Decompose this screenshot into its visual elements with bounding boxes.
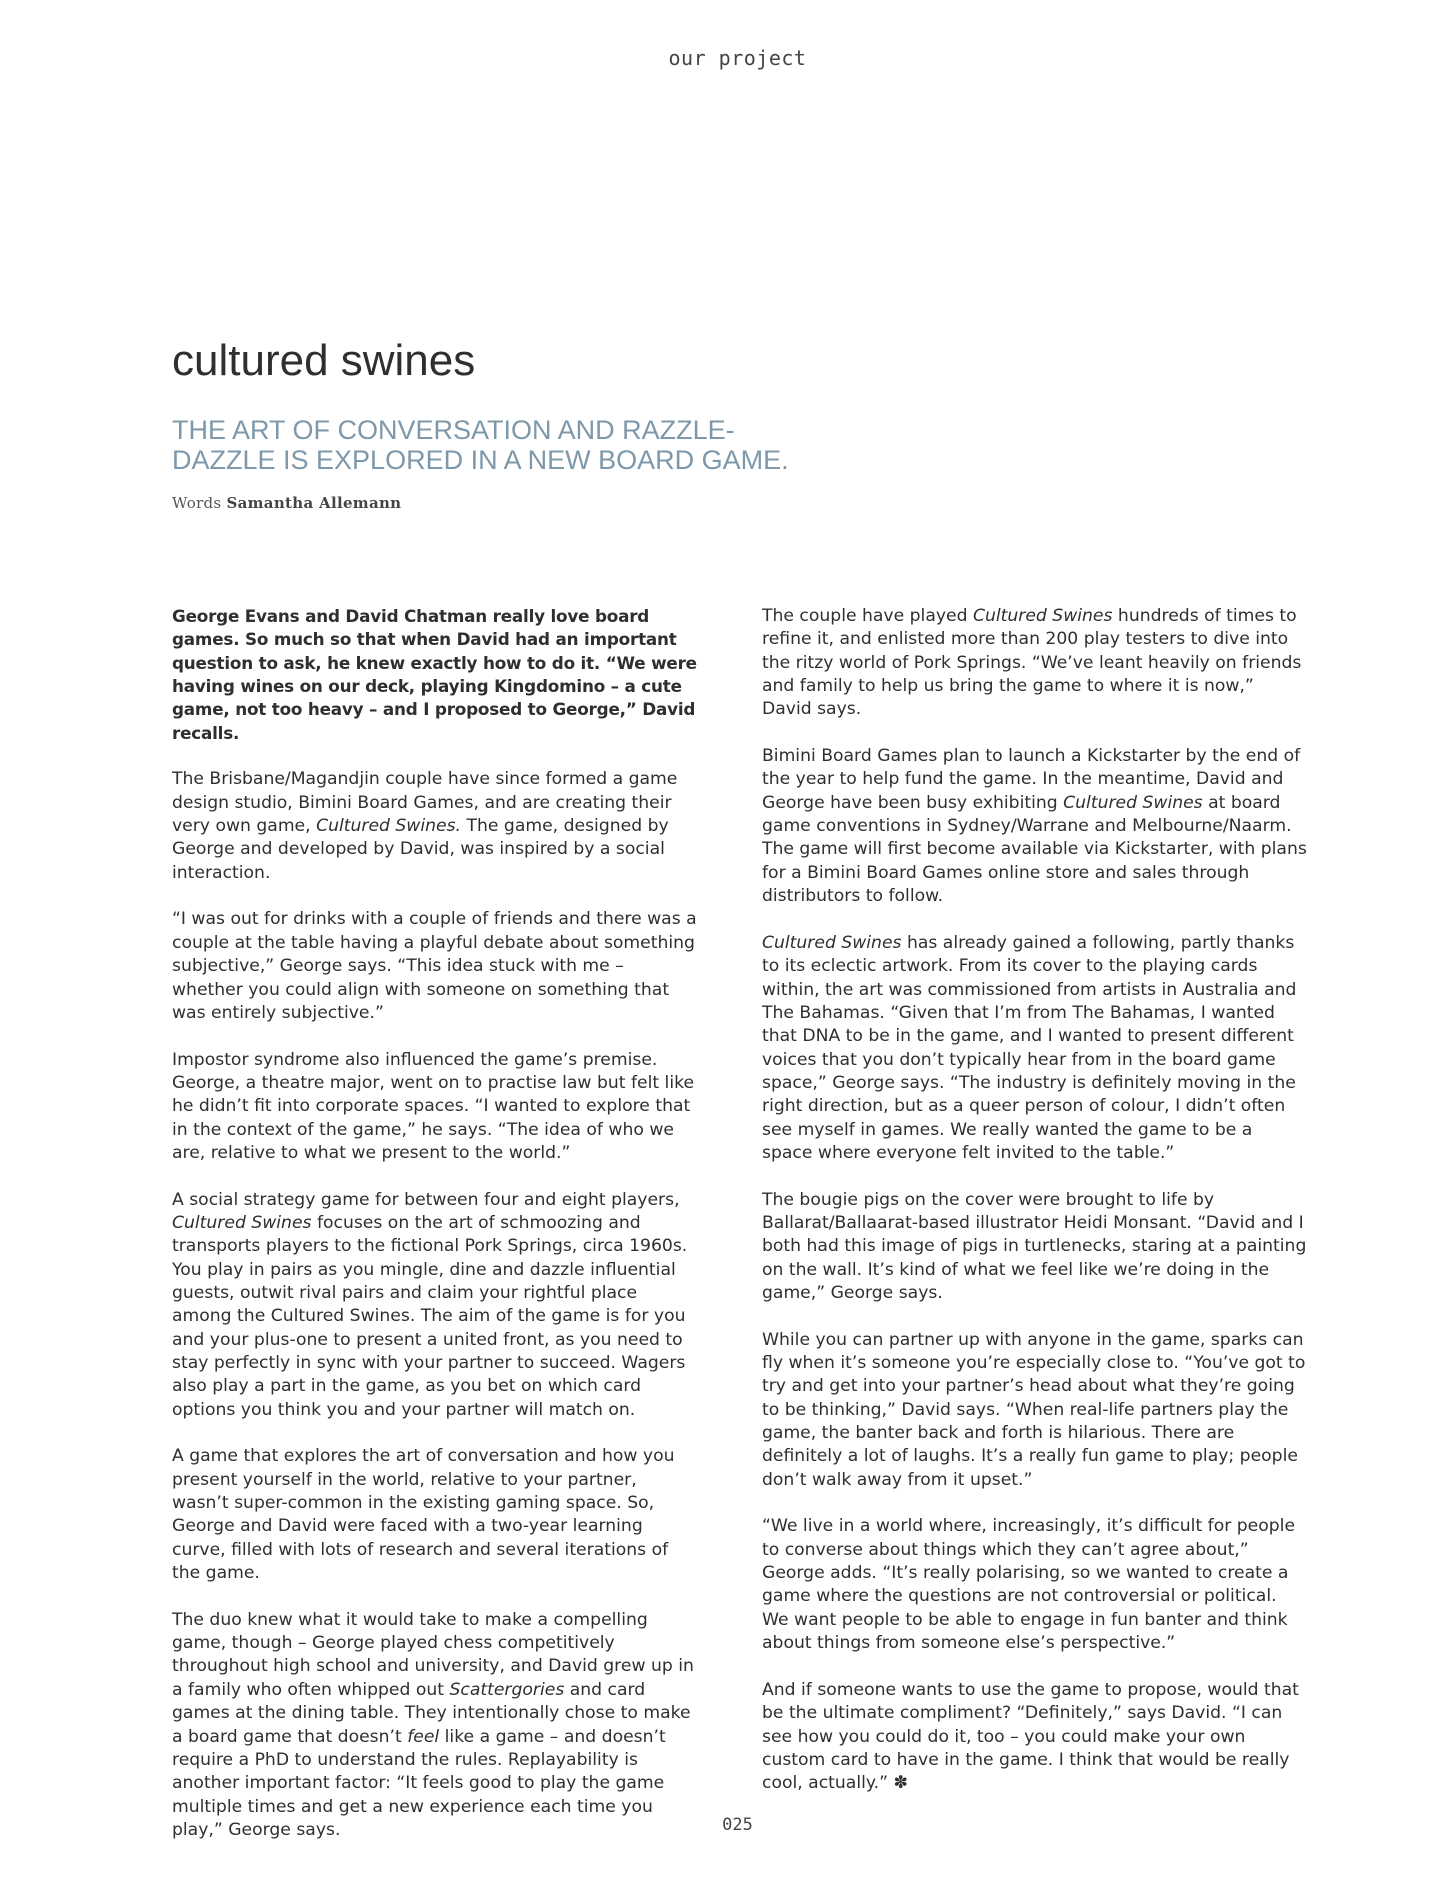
body-paragraph: “I was out for drinks with a couple of friends and there was a couple at the table having a playful debate about something subjective,” George says. “This idea stuck with me – whether you could align with someone on something that was entirely subjective.” [172,909,697,1023]
body-paragraph: The duo knew what it would take to make a compelling game, though – George played chess competitively throughout high school and university, and David grew up in a family who often whipped out Scattergories and card games at the dining table. They intentionally chose to make a board game that doesn’t feel like a game – and doesn’t require a PhD to understand the rules. Replayability is another important factor: “It feels good to play the game multiple times and get a new experience each time you play,” George says. [172,1609,694,1840]
left-column [172,605,697,1866]
end-mark-icon: ✽ [893,1773,908,1794]
body-paragraph: The Brisbane/Magandjin couple have since formed a game design studio, Bimini Board Games, and are creating their very own game, Cultured Swines. The game, designed by George and developed by David, was inspired by a social interaction. [172,769,678,883]
body-paragraph: A game that explores the art of conversation and how you present yourself in the world, relative to your partner, wasn’t super-common in the existing gaming space. So, George and David were faced with a two-year learning curve, filled with lots of research and several iterations of the game. [172,1446,675,1584]
byline-prefix: Words [172,494,222,512]
byline [172,494,401,512]
section-label: our project [668,46,807,70]
body-paragraph: Bimini Board Games plan to launch a Kickstarter by the end of the year to help fund the game. In the meantime, David and George have been busy exhibiting Cultured Swines at board game conventions in Sydney/Warrane and Melbourne/Naarm. The game will first become available via Kickstarter, with plans for a Bimini Board Games online store and sales through distributors to follow. [762,746,1307,907]
page-number: 025 [722,1815,753,1835]
right-column [762,605,1307,1819]
body-paragraph: While you can partner up with anyone in the game, sparks can fly when it’s someone you’re especially close to. “You’ve got to try and get into your partner’s head about what they’re going to be thinking,” David says. “When real-life partners play the game, the banter back and forth is hilarious. There are definitely a lot of laughs. It’s a really fun game to play; people don’t walk away from it upset.” [762,1329,1306,1490]
body-paragraph: A social strategy game for between four and eight players, Cultured Swines focuses on the art of schmoozing and transports players to the fictional Pork Springs, circa 1960s. You play in pairs as you mingle, dine and dazzle influential guests, outwit rival pairs and claim your rightful place among the Cultured Swines. The aim of the game is for you and your plus-one to present a united front, as you need to stay perfectly in sync with your partner to succeed. Wagers also play a part in the game, as you bet on which card options you think you and your partner will match on. [172,1189,688,1420]
body-paragraph: “We live in a world where, increasingly, it’s difficult for people to converse about things which they can’t agree about,” George adds. “It’s really polarising, so we wanted to create a game where the questions are not controversial or political. We want people to be able to engage in fun banter and think about things from someone else’s perspective.” [762,1516,1296,1654]
body-paragraph: The bougie pigs on the cover were brought to life by Ballarat/Ballaarat-based illustrator Heidi Monsant. “David and I both had this image of pigs in turtlenecks, staring at a painting on the wall. It’s kind of what we feel like we’re doing in the game,” George says. [762,1189,1307,1303]
body-paragraph: The couple have played Cultured Swines hundreds of times to refine it, and enlisted more than 200 play testers to dive into the ritzy world of Pork Springs. “We’ve leant heavily on friends and family to help us bring the game to where it is now,” David says. [762,606,1302,720]
byline-author: Samantha Allemann [226,494,402,512]
article-title: cultured swines [172,336,476,385]
lead-paragraph: George Evans and David Chatman really love board games. So much so that when David had an important question to ask, he knew exactly how to do it. “We were having wines on our deck, playing Kingdomino – a cute game, not too heavy – and I proposed to George,” David recalls. [172,606,697,743]
body-paragraph: Cultured Swines has already gained a following, partly thanks to its eclectic artwork. From its cover to the playing cards within, the art was commissioned from artists in Australia and The Bahamas. “Given that I’m from The Bahamas, I wanted that DNA to be in the game, and I wanted to present different voices that you don’t typically hear from in the board game space,” George says. “The industry is definitely moving in the right direction, but as a queer person of colour, I didn’t often see myself in games. We really wanted the game to be a space where everyone felt invited to the table.” [762,932,1297,1163]
body-paragraph: And if someone wants to use the game to propose, would that be the ultimate compliment? “Definitely,” says David. “I can see how you could do it, too – you could make your own custom card to have in the game. I think that would be really cool, actually.” ✽ [762,1679,1299,1794]
body-paragraph: Impostor syndrome also influenced the game’s premise. George, a theatre major, went on to practise law but felt like he didn’t fit into corporate spaces. “I wanted to explore that in the context of the game,” he says. “The idea of who we are, relative to what we present to the world.” [172,1049,695,1163]
article-subtitle: THE ART OF CONVERSATION AND RAZZLE-DAZZLE IS EXPLORED IN A NEW BOARD GAME. [172,415,789,475]
